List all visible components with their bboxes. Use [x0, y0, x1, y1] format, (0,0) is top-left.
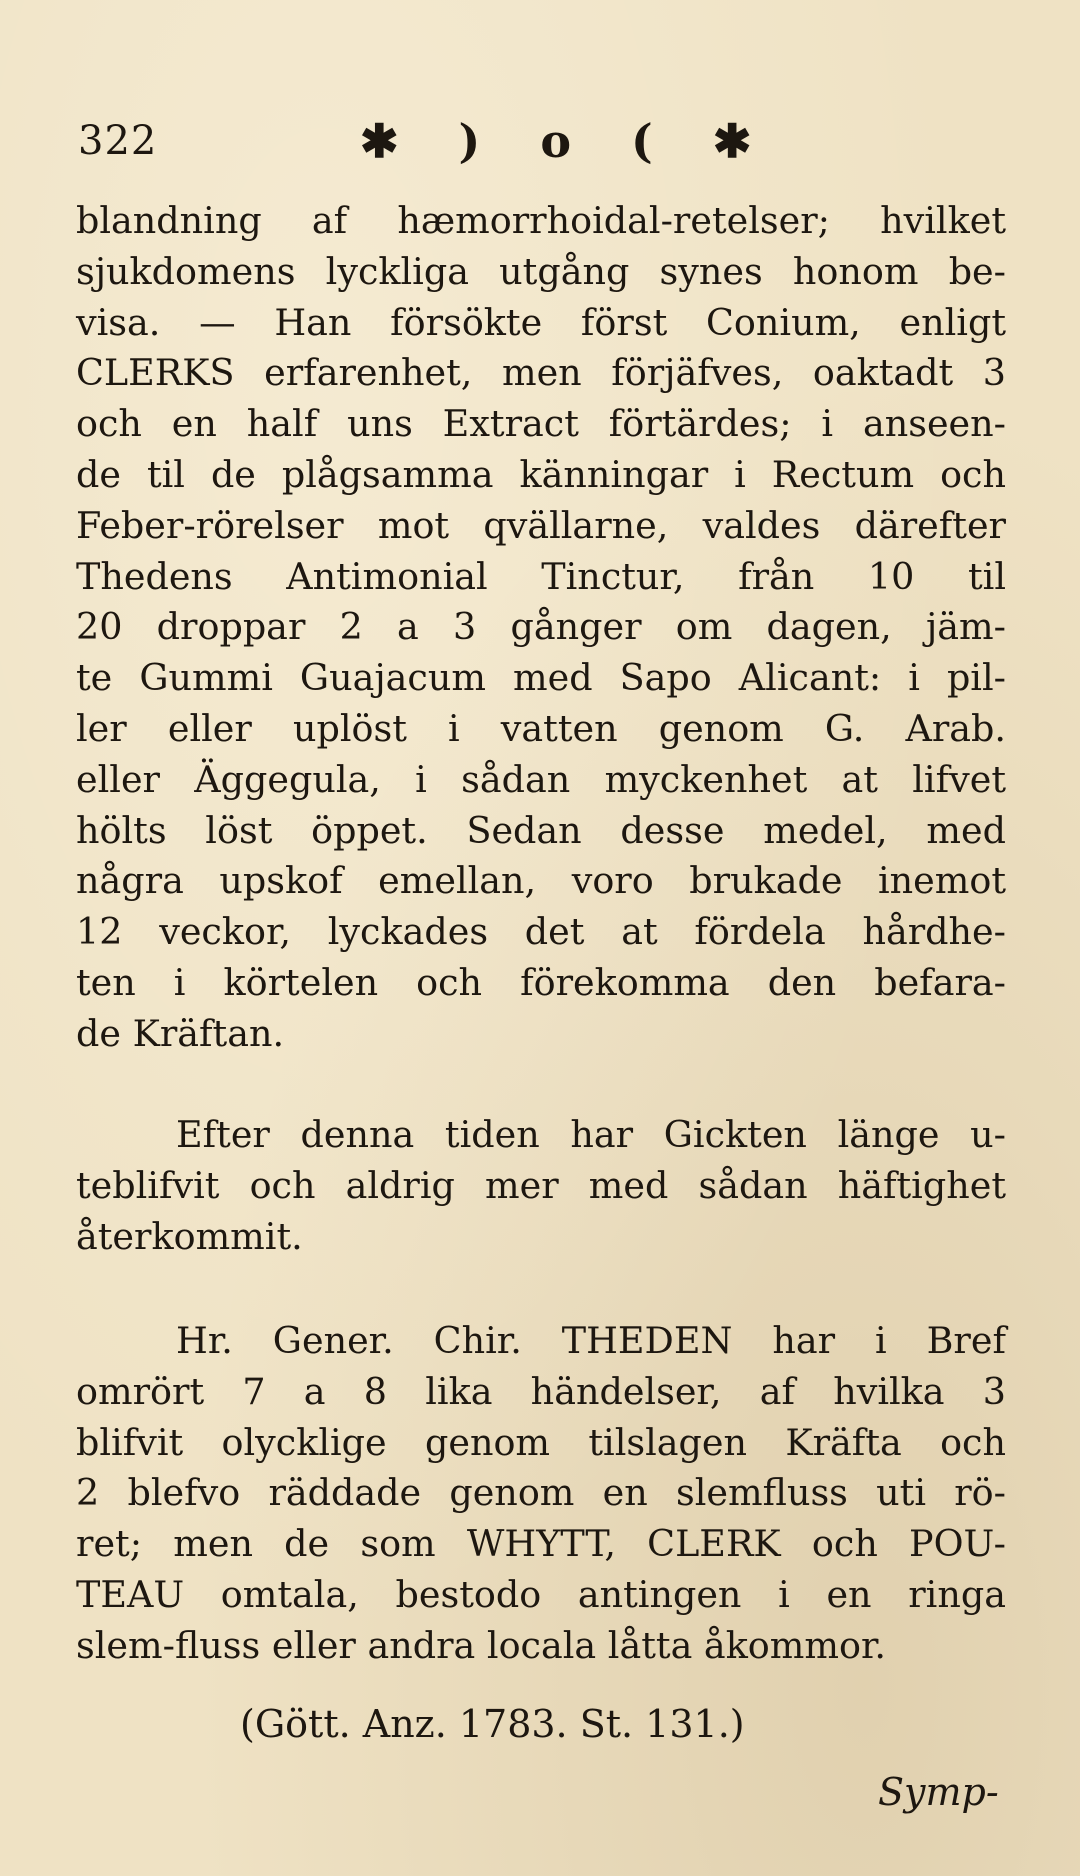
paragraph-1 [76, 196, 1006, 1060]
text-line: blandning af hæmorrhoidal-retelser; hvilket [76, 199, 1006, 242]
text-line: Efter denna tiden har Gickten länge u- [176, 1113, 1006, 1156]
text-line: slem-fluss eller andra locala låtta åkommor. [76, 1623, 887, 1667]
citation: (Gött. Anz. 1783. St. 131.) [240, 1702, 745, 1746]
text-line: visa. — Han försökte först Conium, enligt [76, 300, 1006, 344]
text-line: omrört 7 a 8 lika händelser, af hvilka 3 [76, 1369, 1006, 1413]
text-line: återkommit. [76, 1214, 303, 1258]
paragraph-3 [76, 1316, 1006, 1672]
text-line: eller Äggegula, i sådan myckenhet at lifvet [76, 757, 1006, 801]
text-line: några upskof emellan, voro brukade inemot [76, 859, 1006, 903]
text-line: ten i körtelen och förekomma den befara- [76, 960, 1006, 1004]
text-line: 20 droppar 2 a 3 gånger om dagen, jäm- [76, 605, 1006, 649]
text-line: Hr. Gener. Chir. THEDEN har i Bref [176, 1319, 1006, 1362]
text-line: teblifvit och aldrig mer med sådan häftighet [76, 1163, 1006, 1207]
text-line: TEAU omtala, bestodo antingen i en ringa [76, 1572, 1006, 1616]
page-number: 322 [78, 118, 158, 164]
page-header [78, 114, 1002, 178]
text-line: ret; men de som WHYTT, CLERK och POU- [76, 1522, 1006, 1566]
text-line: hölts löst öppet. Sedan desse medel, med [76, 808, 1006, 852]
text-line: 12 veckor, lyckades det at fördela hårdhe- [76, 910, 1006, 954]
text-line: Thedens Antimonial Tinctur, från 10 til [76, 554, 1006, 598]
header-ornament: ✱ ) o ( ✱ [360, 114, 774, 168]
text-line: Feber-rörelser mot qvällarne, valdes därefter [76, 503, 1006, 547]
text-line: 2 blefvo räddade genom en slemfluss uti rö- [76, 1471, 1006, 1515]
text-line: CLERKS erfarenhet, men förjäfves, oaktadt 3 [76, 351, 1006, 395]
text-line: sjukdomens lyckliga utgång synes honom be- [76, 249, 1006, 293]
catchword: Symp- [878, 1770, 999, 1814]
text-line: ler eller uplöst i vatten genom G. Arab. [76, 706, 1006, 750]
paragraph-2 [76, 1110, 1006, 1262]
text-line: blifvit olycklige genom tilslagen Kräfta och [76, 1420, 1006, 1464]
text-line: te Gummi Guajacum med Sapo Alicant: i pil- [76, 656, 1006, 700]
text-line: de Kräftan. [76, 1011, 285, 1055]
text-line: och en half uns Extract förtärdes; i anseen- [76, 402, 1006, 446]
text-line: de til de plågsamma känningar i Rectum och [76, 452, 1006, 496]
